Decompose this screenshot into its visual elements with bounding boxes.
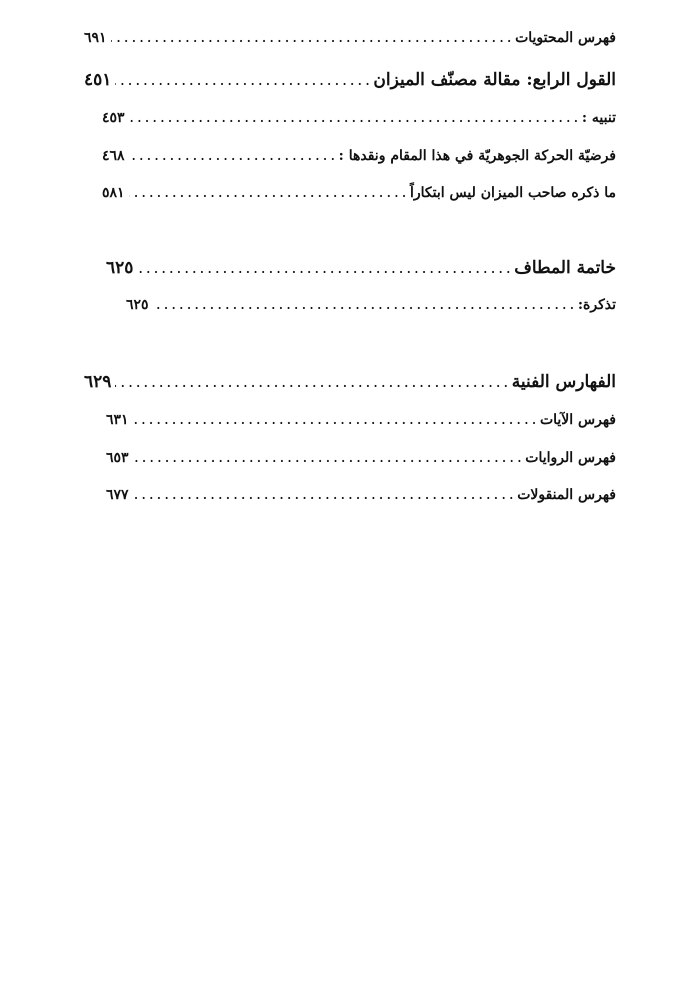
- leader-dots: [133, 451, 522, 465]
- toc-entry-title: تذكرة:: [577, 297, 616, 313]
- toc-entry[interactable]: [126, 297, 616, 313]
- leader-dots: [153, 298, 574, 312]
- toc-entry[interactable]: [102, 148, 616, 164]
- toc-entry[interactable]: [106, 450, 616, 466]
- toc-entry[interactable]: [106, 412, 616, 428]
- toc-entry-page: ٦٢٥: [126, 297, 149, 313]
- toc-entry-page: ٦٩١: [84, 30, 107, 46]
- leader-dots: [133, 488, 514, 502]
- toc-entry[interactable]: [106, 487, 616, 503]
- toc-entry-page: ٤٥٣: [102, 110, 125, 126]
- toc-entry-page: ٦٢٩: [84, 372, 112, 392]
- toc-entry-title: فهرس الآيات: [539, 412, 616, 428]
- toc-entry-page: ٦٣١: [106, 412, 129, 428]
- toc-entry-page: ٥٨١: [102, 185, 125, 201]
- toc-entry-title: فهرس المحتويات: [515, 30, 616, 46]
- toc-entry-title: فهرس الروايات: [525, 450, 616, 466]
- toc-entry-title: خاتمة المطاف: [514, 258, 616, 278]
- leader-dots: [115, 374, 507, 391]
- leader-dots: [115, 72, 369, 89]
- toc-entry[interactable]: [106, 258, 616, 278]
- toc-entry[interactable]: [84, 70, 616, 90]
- toc-entry-title: فهرس المنقولات: [517, 487, 616, 503]
- leader-dots: [129, 186, 406, 200]
- toc-entry[interactable]: [102, 185, 616, 201]
- toc-entry-title: القول الرابع: مقالة مصنّف الميزان: [373, 70, 616, 90]
- leader-dots: [137, 260, 510, 277]
- toc-entry-title: فرضيّة الحركة الجوهريّة في هذا المقام ونقدها :: [338, 148, 616, 164]
- leader-dots: [133, 413, 536, 427]
- toc-entry-page: ٦٥٣: [106, 450, 129, 466]
- toc-entry-page: ٤٦٨: [102, 148, 125, 164]
- toc-entry[interactable]: [84, 30, 616, 46]
- leader-dots: [111, 31, 512, 45]
- toc-entry-page: ٦٢٥: [106, 258, 134, 278]
- leader-dots: [129, 149, 335, 163]
- toc-entry-page: ٤٥١: [84, 70, 112, 90]
- toc-entry[interactable]: [84, 372, 616, 392]
- toc-entry-title: تنبيه :: [581, 110, 616, 126]
- toc-entry[interactable]: [102, 110, 616, 126]
- toc-entry-title: الفهارس الفنية: [511, 372, 616, 392]
- toc-entry-page: ٦٧٧: [106, 487, 129, 503]
- toc-entry-title: ما ذكره صاحب الميزان ليس ابتكاراً: [409, 185, 616, 201]
- leader-dots: [129, 111, 578, 125]
